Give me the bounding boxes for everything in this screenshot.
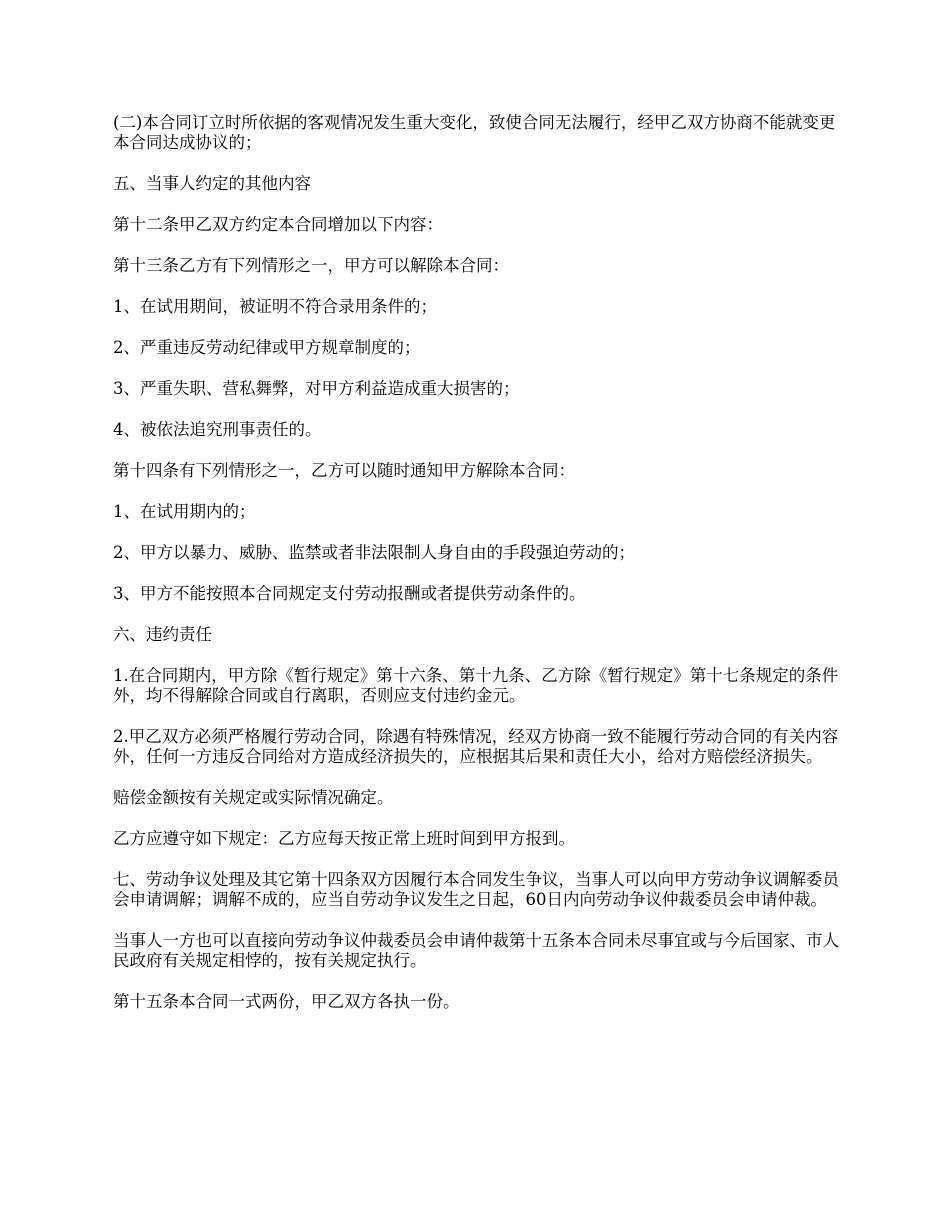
paragraph-clause-2-circumstance-change: (二)本合同订立时所依据的客观情况发生重大变化，致使合同无法履行，经甲乙双方协商不能就变更本合同达成协议的； — [113, 113, 836, 152]
list-item: 2、严重违反劳动纪律或甲方规章制度的； — [113, 338, 421, 357]
list-item: 1、在试用期内的； — [113, 502, 256, 521]
list-item: 3、严重失职、营私舞弊，对甲方利益造成重大损害的； — [113, 379, 520, 398]
list-item: 4、被依法追究刑事责任的。 — [113, 420, 322, 439]
document-body — [113, 113, 840, 1033]
paragraph-article-13: 第十三条乙方有下列情形之一，甲方可以解除本合同： — [113, 256, 509, 275]
paragraph-copies: 第十五条本合同一式两份，甲乙双方各执一份。 — [113, 992, 460, 1011]
section-heading-6: 六、违约责任 — [113, 625, 212, 644]
paragraph-arbitration: 当事人一方也可以直接向劳动争议仲裁委员会申请仲裁第十五条本合同未尽事宜或与今后国家、市人民政府有关规定相悖的，按有关规定执行。 — [113, 931, 839, 970]
paragraph-breach-1: 1.在合同期内，甲方除《暂行规定》第十六条、第十九条、乙方除《暂行规定》第十七条规定的条件外，均不得解除合同或自行离职，否则应支付违约金元。 — [113, 666, 839, 705]
list-item: 1、在试用期间，被证明不符合录用条件的； — [113, 297, 437, 316]
list-item: 3、甲方不能按照本合同规定支付劳动报酬或者提供劳动条件的。 — [113, 584, 586, 603]
paragraph-breach-2: 2.甲乙双方必须严格履行劳动合同，除遇有特殊情况，经双方协商一致不能履行劳动合同的有关内容外，任何一方违反合同给对方造成经济损失的，应根据其后果和责任大小，给对方赔偿经济损失。 — [113, 727, 839, 766]
paragraph-article-12: 第十二条甲乙双方约定本合同增加以下内容： — [113, 215, 443, 234]
list-item: 2、甲方以暴力、威胁、监禁或者非法限制人身自由的手段强迫劳动的； — [113, 543, 635, 562]
paragraph-compensation: 赔偿金额按有关规定或实际情况确定。 — [113, 788, 394, 807]
section-heading-7-disputes: 七、劳动争议处理及其它第十四条双方因履行本合同发生争议，当事人可以向甲方劳动争议调解委员会申请调解；调解不成的，应当自劳动争议发生之日起，60日内向劳动争议仲裁委员会申请仲裁。 — [113, 870, 839, 909]
paragraph-rules: 乙方应遵守如下规定：乙方应每天按正常上班时间到甲方报到。 — [113, 829, 575, 848]
section-heading-5: 五、当事人约定的其他内容 — [113, 174, 311, 193]
paragraph-article-14: 第十四条有下列情形之一，乙方可以随时通知甲方解除本合同： — [113, 461, 575, 480]
